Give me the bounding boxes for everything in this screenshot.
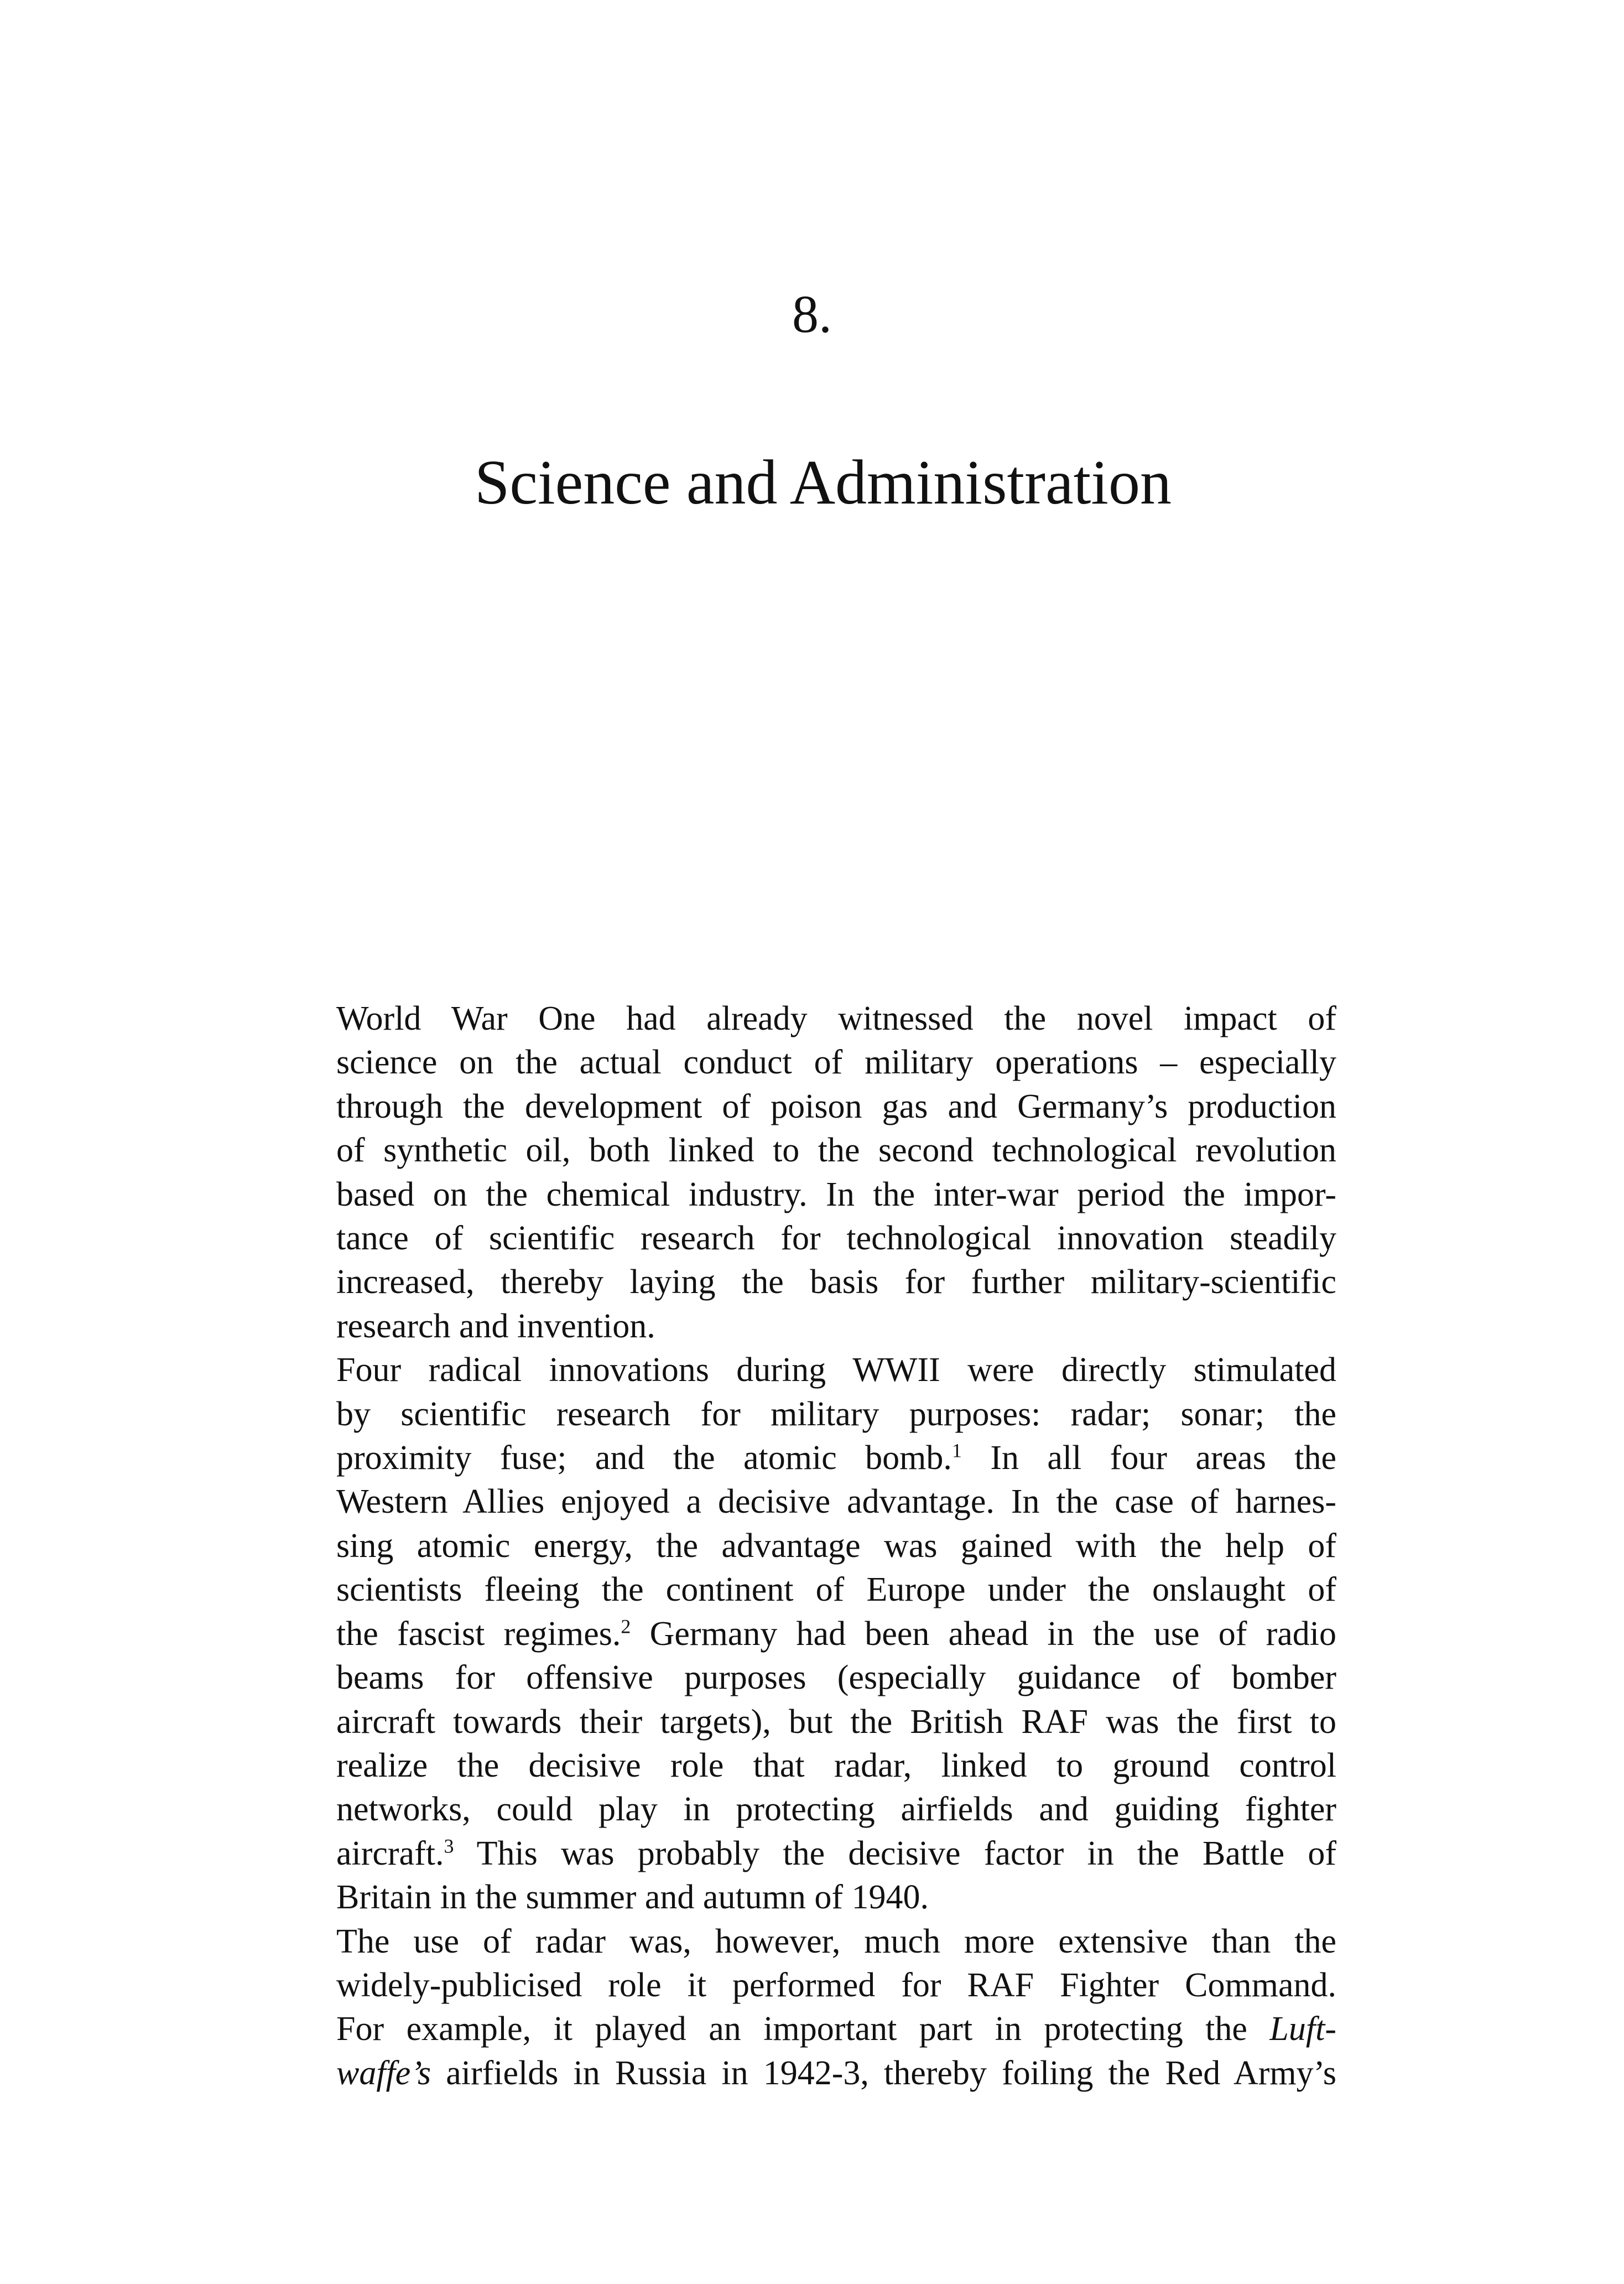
footnote-ref-3: 3 <box>444 1835 454 1857</box>
paragraph-line: Western Allies enjoyed a decisive advantage. In the case of harnes- <box>336 1483 1336 1521</box>
chapter-title: Science and Administration <box>474 447 1172 517</box>
footnote-ref-1: 1 <box>951 1439 962 1462</box>
paragraph-line: The use of radar was, however, much more extensive than the <box>336 1922 1336 1960</box>
paragraph-2 <box>336 1348 1336 1919</box>
line-segment: For example, it played an important part in protecting the <box>336 2010 1270 2048</box>
paragraph-line: realize the decisive role that radar, linked to ground control <box>336 1746 1336 1784</box>
italic-term: Luft- <box>1269 2010 1336 2048</box>
paragraph-line: Four radical innovations during WWII were directly stimulated <box>336 1351 1336 1389</box>
chapter-body <box>336 997 1336 2095</box>
paragraph-line: tance of scientific research for technological innovation steadily <box>336 1219 1336 1258</box>
paragraph-line: of synthetic oil, both linked to the second technological revolution <box>336 1131 1336 1170</box>
paragraph-line: widely-publicised role it performed for RAF Fighter Command. <box>336 1966 1336 2004</box>
footnote-ref-2: 2 <box>621 1615 631 1638</box>
paragraph-line: Britain in the summer and autumn of 1940. <box>336 1878 929 1917</box>
line-segment: airfields in Russia in 1942-3, thereby foiling the Red Army’s <box>431 2054 1336 2092</box>
paragraph-line: aircraft towards their targets), but the British RAF was the first to <box>336 1702 1336 1741</box>
line-segment: Germany had been ahead in the use of radio <box>631 1615 1336 1653</box>
paragraph-line: beams for offensive purposes (especially guidance of bomber <box>336 1659 1336 1697</box>
paragraph-line: by scientific research for military purposes: radar; sonar; the <box>336 1395 1336 1433</box>
paragraph-line <box>336 1832 1336 1876</box>
paragraph-line: World War One had already witnessed the novel impact of <box>336 1000 1336 1037</box>
paragraph-line <box>336 2007 1336 2051</box>
line-segment: aircraft. <box>336 1834 444 1872</box>
paragraph-line: sing atomic energy, the advantage was gained with the help of <box>336 1527 1336 1565</box>
italic-term: waffe’s <box>336 2054 431 2092</box>
paragraph-line <box>336 1612 1336 1656</box>
line-segment: proximity fuse; and the atomic bomb. <box>336 1439 952 1477</box>
paragraph-line: increased, thereby laying the basis for further military-scientific <box>336 1263 1336 1301</box>
paragraph-line <box>336 2052 1336 2095</box>
paragraph-line: through the development of poison gas and Germany’s production <box>336 1087 1336 1125</box>
paragraph-line <box>336 1436 1336 1480</box>
paragraph-line: networks, could play in protecting airfields and guiding fighter <box>336 1790 1336 1829</box>
line-segment: In all four areas the <box>961 1439 1336 1477</box>
line-segment: This was probably the decisive factor in the Battle of <box>454 1834 1336 1872</box>
paragraph-line: based on the chemical industry. In the inter-war period the impor- <box>336 1175 1336 1213</box>
paragraph-line: scientists fleeing the continent of Europe under the onslaught of <box>336 1571 1336 1609</box>
paragraph-line: science on the actual conduct of military operations – especially <box>336 1044 1336 1082</box>
paragraph-3 <box>336 1920 1336 2096</box>
line-segment: the fascist regimes. <box>336 1615 621 1653</box>
paragraph-1 <box>336 997 1336 1348</box>
paragraph-line: research and invention. <box>336 1307 655 1345</box>
chapter-number: 8. <box>792 284 832 344</box>
